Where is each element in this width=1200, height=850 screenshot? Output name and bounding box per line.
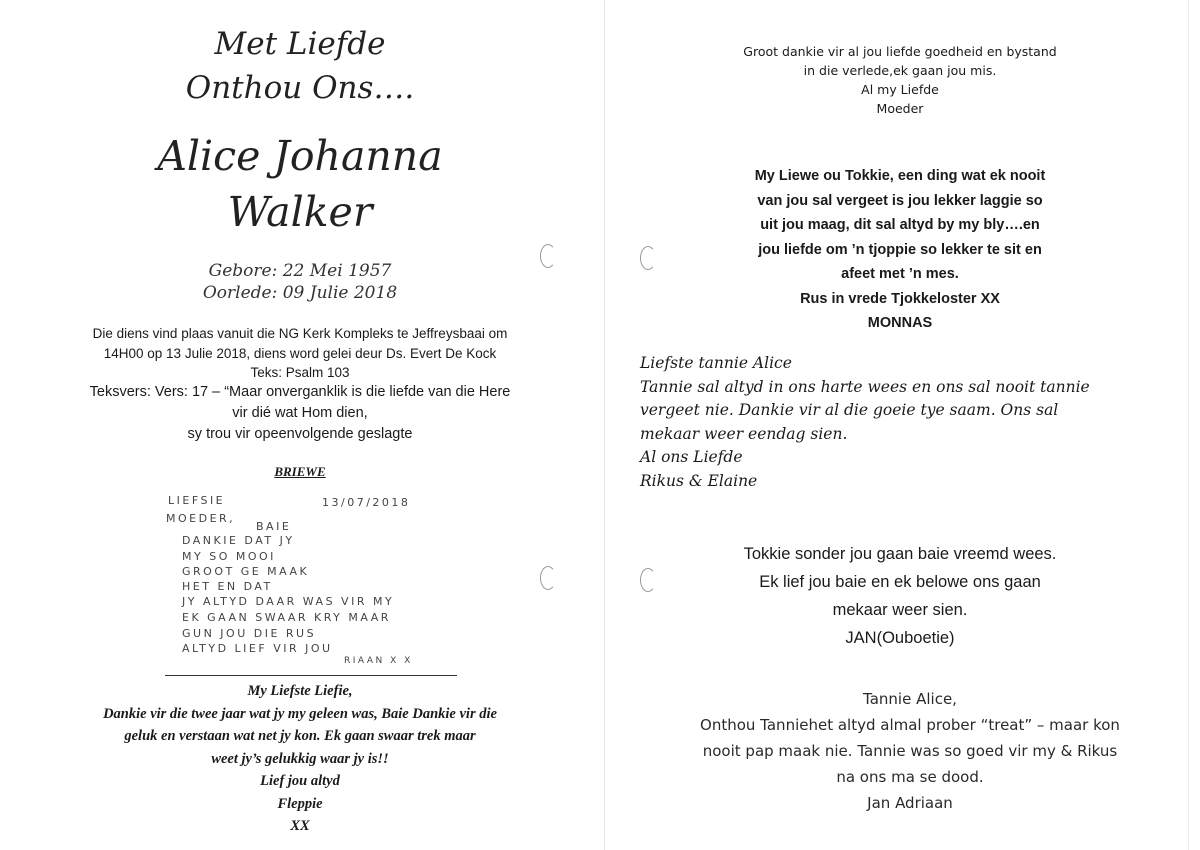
memorial-title [60, 22, 540, 110]
moeder-message [700, 42, 1100, 118]
name-line-2: Walker [227, 188, 373, 236]
letter-line-8: JY ALTYD DAAR WAS VIR MY [182, 595, 395, 608]
rikus-line-4: mekaar weer eendag sien. [640, 424, 848, 443]
jan-message [660, 540, 1140, 652]
rikus-line-1: Liefste tannie Alice [640, 354, 792, 372]
punch-hole-mark [640, 246, 656, 270]
adriaan-line-5: Jan Adriaan [867, 794, 953, 812]
monnas-line-3: uit jou maag, dit sal altyd by my bly….en [760, 217, 1040, 233]
moeder-line-2: in die verlede,ek gaan jou mis. [803, 63, 997, 78]
adriaan-line-2: Onthou Tanniehet altyd almal prober “treat” – maar kon [700, 716, 1120, 734]
divider [165, 675, 457, 676]
jan-line-1: Tokkie sonder jou gaan baie vreemd wees. [743, 545, 1057, 563]
monnas-line-5: afeet met ’n mes. [841, 266, 959, 282]
death-date: Oorlede: 09 Julie 2018 [202, 283, 398, 303]
adriaan-line-4: na ons ma se dood. [836, 768, 984, 786]
fleppie-line-1: My Liefste Liefie, [247, 683, 353, 699]
fleppie-line-6: Fleppie [277, 795, 323, 812]
rikus-elaine-message [640, 352, 1160, 493]
jan-adriaan-message [630, 686, 1190, 816]
name-line-1: Alice Johanna [157, 132, 443, 180]
service-line-2: 14H00 op 13 Julie 2018, diens word gelei deur Ds. Evert De Kock [103, 345, 497, 361]
rikus-line-6: Rikus & Elaine [640, 471, 758, 490]
fleppie-message [30, 680, 570, 838]
letters-heading: BRIEWE [274, 464, 326, 479]
letter-line-5: MY SO MOOI [182, 550, 276, 563]
monnas-line-1: My Liewe ou Tokkie, een ding wat ek nooit [754, 168, 1046, 184]
jan-line-4: JAN(Ouboetie) [845, 629, 955, 647]
fleppie-line-4: weet jy’s gelukkig waar jy is!! [211, 750, 389, 767]
monnas-line-6: Rus in vrede Tjokkeloster XX [800, 290, 1000, 307]
title-line-1: Met Liefde [214, 26, 386, 62]
moeder-line-4: Moeder [876, 101, 924, 116]
letter-line-4: DANKIE DAT JY [182, 534, 295, 547]
fleppie-line-5: Lief jou altyd [260, 773, 340, 789]
letter-line-2: MOEDER, [166, 512, 236, 525]
fleppie-line-7: XX [290, 818, 310, 834]
punch-hole-mark [540, 566, 556, 590]
moeder-line-1: Groot dankie vir al jou liefde goedheid en bystand [743, 44, 1057, 59]
jan-line-3: mekaar weer sien. [832, 601, 968, 619]
letter-line-9: EK GAAN SWAAR KRY MAAR [182, 611, 391, 624]
adriaan-line-3: nooit pap maak nie. Tannie was so goed vir my & Rikus [702, 742, 1118, 760]
page-fold [604, 0, 605, 850]
deceased-name [60, 128, 540, 240]
jan-line-2: Ek lief jou baie en ek belowe ons gaan [759, 573, 1041, 591]
monnas-line-7: MONNAS [867, 315, 933, 331]
fleppie-line-2: Dankie vir die twee jaar wat jy my geleen was, Baie Dankie vir die [103, 705, 497, 722]
monnas-message [680, 164, 1120, 336]
letter-line-1: LIEFSIE [168, 494, 226, 507]
letter-date: 13/07/2018 [322, 496, 411, 509]
scripture-verse [40, 382, 560, 445]
birth-date: Gebore: 22 Mei 1957 [208, 261, 392, 281]
verse-line-3: sy trou vir opeenvolgende geslagte [187, 426, 413, 442]
moeder-line-3: Al my Liefde [861, 82, 939, 97]
monnas-line-4: jou liefde om ’n tjoppie so lekker te sit en [758, 241, 1042, 258]
service-line-1: Die diens vind plaas vanuit die NG Kerk Kompleks te Jeffreysbaai om [92, 326, 508, 341]
life-dates [60, 260, 540, 304]
rikus-line-5: Al ons Liefde [640, 448, 743, 466]
service-details [40, 324, 560, 383]
letter-line-6: GROOT GE MAAK [182, 565, 310, 578]
title-line-2: Onthou Ons…. [185, 70, 415, 106]
letter-line-10: GUN JOU DIE RUS [182, 627, 317, 640]
service-line-3: Teks: Psalm 103 [250, 365, 350, 380]
adriaan-line-1: Tannie Alice, [863, 690, 957, 708]
monnas-line-2: van jou sal vergeet is jou lekker laggie so [757, 192, 1043, 209]
letter-line-11: ALTYD LIEF VIR JOU [182, 642, 333, 655]
letter-line-7: HET EN DAT [182, 580, 273, 593]
rikus-line-3: vergeet nie. Dankie vir al die goeie tye saam. Ons sal [640, 401, 1059, 419]
punch-hole-mark [640, 568, 656, 592]
fleppie-line-3: geluk en verstaan wat net jy kon. Ek gaan swaar trek maar [124, 728, 476, 744]
verse-line-2: vir dié wat Hom dien, [232, 405, 368, 421]
letter-signature: RIAAN X X [344, 656, 413, 666]
letter-line-3: BAIE [256, 520, 292, 533]
punch-hole-mark [540, 244, 556, 268]
rikus-line-2: Tannie sal altyd in ons harte wees en ons sal nooit tannie [640, 377, 1090, 396]
verse-line-1: Teksvers: Vers: 17 – “Maar onverganklik is die liefde van die Here [89, 384, 511, 400]
